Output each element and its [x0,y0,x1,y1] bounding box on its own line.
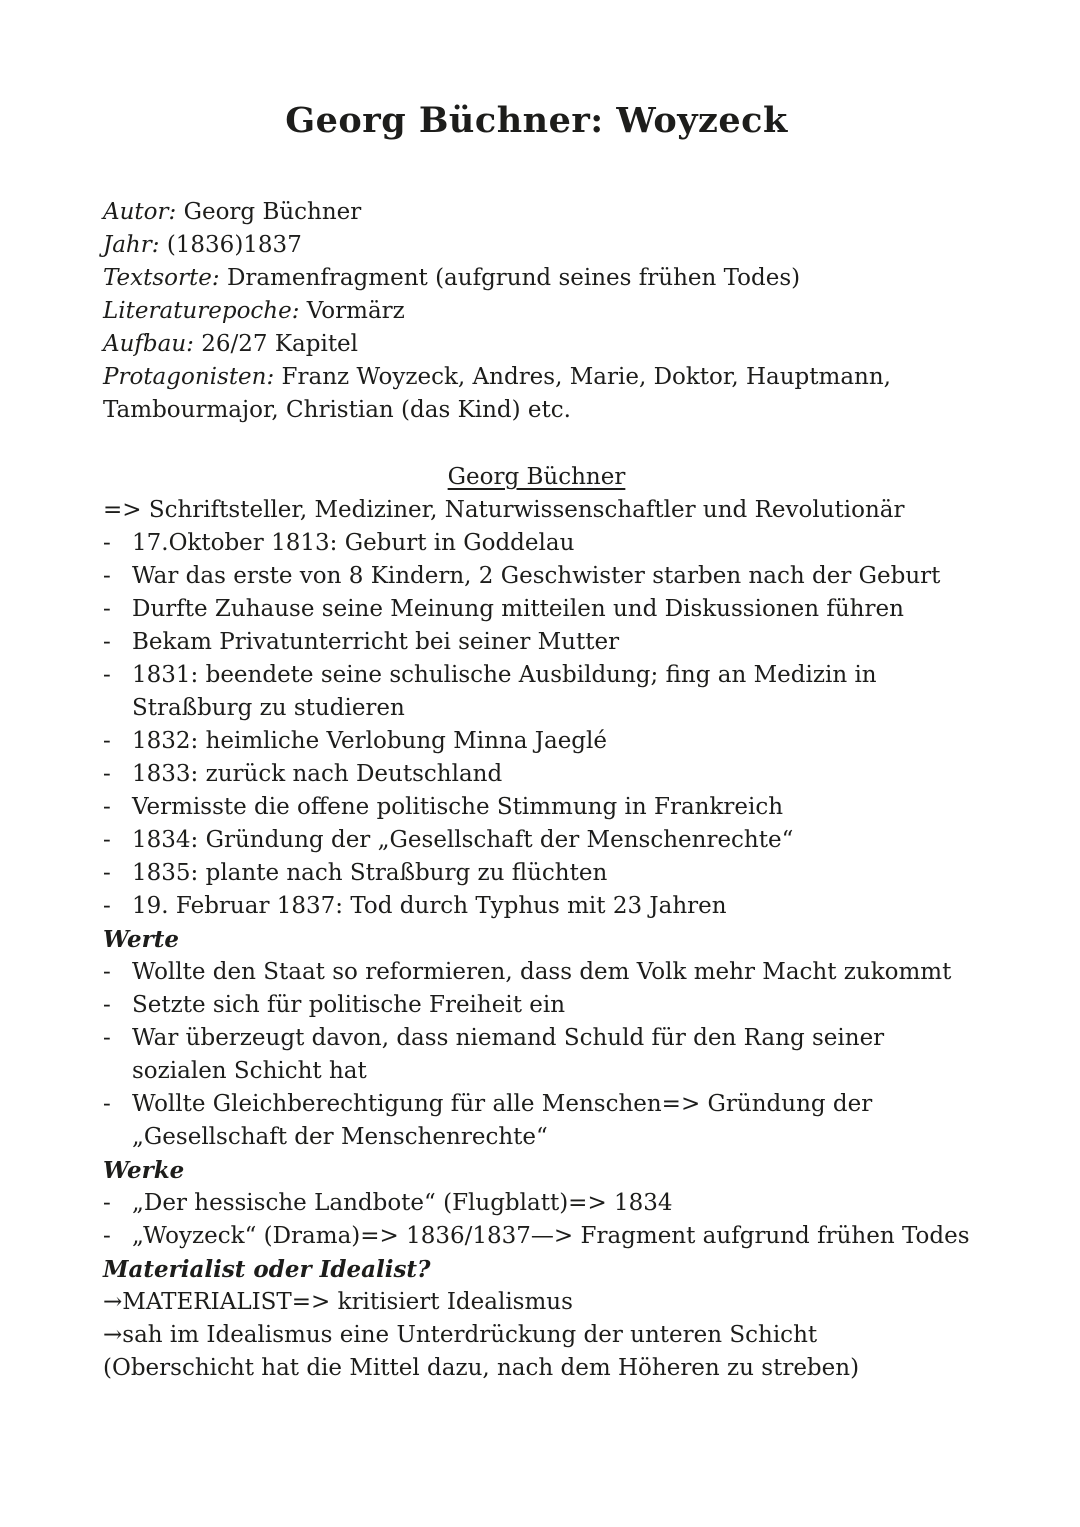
subheading-werke: Werke [103,1157,185,1184]
biography-intro: => Schriftsteller, Mediziner, Naturwissenschaftler und Revolutionär [103,497,905,523]
list-item [103,560,970,593]
bullet-text: Wollte den Staat so reformieren, dass dem Volk mehr Macht zukommt [132,959,952,985]
list-item [103,956,970,989]
bullet-dash: - [103,1025,111,1051]
bullet-dash: - [103,563,111,589]
bullet-dash: - [103,794,111,820]
bullet-dash: - [103,992,111,1018]
list-item [103,791,970,824]
meta-line-jahr [103,229,970,262]
bullet-text: War überzeugt davon, dass niemand Schuld für den Rang seiner sozialen Schicht hat [132,1025,885,1084]
bullet-text: 1834: Gründung der „Gesellschaft der Menschenrechte“ [132,827,794,853]
bullet-text: 19. Februar 1837: Tod durch Typhus mit 23 Jahren [132,893,727,919]
meta-value-textsorte: Dramenfragment (aufgrund seines frühen Todes) [226,265,801,291]
bullet-dash: - [103,1223,111,1249]
bullet-text: 1833: zurück nach Deutschland [132,761,503,787]
bullet-text: Vermisste die offene politische Stimmung in Frankreich [132,794,784,820]
meta-value-literaturepoche: Vormärz [306,298,405,324]
bullet-dash: - [103,596,111,622]
bullet-text: „Der hessische Landbote“ (Flugblatt)=> 1834 [132,1190,673,1216]
bullet-dash: - [103,761,111,787]
meta-label-jahr: Jahr: [103,232,160,258]
bullet-text: Wollte Gleichberechtigung für alle Menschen=> Gründung der „Gesellschaft der Menschenrechte“ [132,1091,873,1150]
bullet-text: Bekam Privatunterricht bei seiner Mutter [132,629,620,655]
bullet-text: Durfte Zuhause seine Meinung mitteilen und Diskussionen führen [132,596,904,622]
bullet-text: Setzte sich für politische Freiheit ein [132,992,566,1018]
materialist-line: →MATERIALIST=> kritisiert Idealismus [103,1289,573,1315]
bullet-text: „Woyzeck“ (Drama)=> 1836/1837—> Fragment aufgrund frühen Todes [132,1223,970,1249]
materialist-line: →sah im Idealismus eine Unterdrückung der unteren Schicht [103,1322,818,1348]
meta-line-literaturepoche [103,295,970,328]
bullet-dash: - [103,629,111,655]
list-item [103,824,970,857]
meta-label-protagonisten: Protagonisten: [103,364,275,390]
bullet-text: 1831: beendete seine schulische Ausbildung; fing an Medizin in Straßburg zu studieren [132,662,877,721]
meta-line-autor [103,196,970,229]
list-item [103,593,970,626]
bullet-text: War das erste von 8 Kindern, 2 Geschwister starben nach der Geburt [132,563,941,589]
list-item [103,1220,970,1253]
meta-label-aufbau: Aufbau: [103,331,194,357]
meta-line-textsorte [103,262,970,295]
bullet-text: 1835: plante nach Straßburg zu flüchten [132,860,608,886]
meta-line-aufbau [103,328,970,361]
meta-block [103,196,970,427]
bullet-dash: - [103,827,111,853]
subheading-materialist-idealist: Materialist oder Idealist? [103,1256,431,1283]
list-item [103,758,970,791]
bullet-text: 17.Oktober 1813: Geburt in Goddelau [132,530,575,556]
list-item [103,890,970,923]
list-item [103,659,970,725]
biography-section [103,461,970,1385]
meta-label-textsorte: Textsorte: [103,265,220,291]
section-heading-georg-buechner: Georg Büchner [447,464,626,490]
meta-value-jahr: (1836)1837 [166,232,302,258]
list-item [103,725,970,758]
meta-value-autor: Georg Büchner [183,199,362,225]
bullet-dash: - [103,530,111,556]
meta-line-protagonisten [103,361,970,427]
meta-value-aufbau: 26/27 Kapitel [201,331,359,357]
meta-value-protagonisten: Franz Woyzeck, Andres, Marie, Doktor, Hauptmann, Tambourmajor, Christian (das Kind) etc. [103,364,891,423]
list-item [103,626,970,659]
bullet-dash: - [103,959,111,985]
list-item [103,989,970,1022]
list-item [103,1022,970,1088]
bullet-dash: - [103,728,111,754]
bullet-dash: - [103,1190,111,1216]
bullet-dash: - [103,893,111,919]
meta-label-autor: Autor: [103,199,177,225]
list-item [103,857,970,890]
list-item [103,527,970,560]
bullet-dash: - [103,662,111,688]
bullet-dash: - [103,1091,111,1117]
meta-label-literaturepoche: Literaturepoche: [103,298,300,324]
list-item [103,1088,970,1154]
subheading-werte: Werte [103,926,179,953]
list-item [103,1187,970,1220]
bullet-text: 1832: heimliche Verlobung Minna Jaeglé [132,728,607,754]
bullet-dash: - [103,860,111,886]
materialist-line: (Oberschicht hat die Mittel dazu, nach dem Höheren zu streben) [103,1355,860,1381]
document-title: Georg Büchner: Woyzeck [285,100,788,141]
